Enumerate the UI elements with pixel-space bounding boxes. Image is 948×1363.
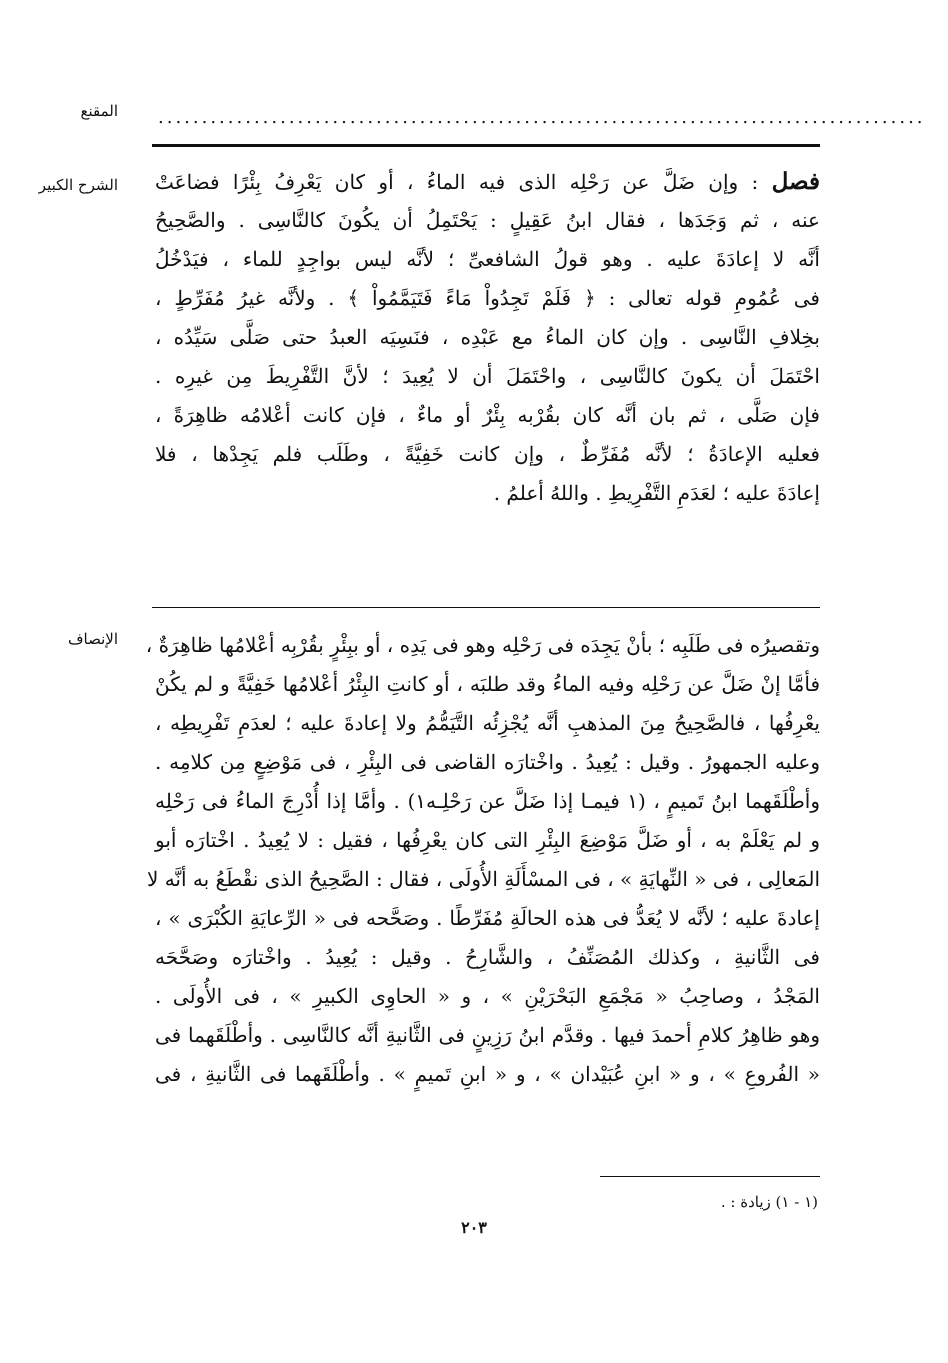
text-line: فى عُمُومِ قوله تعالى : ﴿ فَلَمْ تَجِدُواْ مَاءً فَتَيَمَّمُواْ ﴾ . ولأنَّه غيرُ مُفَرِّطٍ ، (155, 286, 820, 310)
text-line: فإن صَلَّى ، ثم بان أنَّه كان بقُرْبه بِئْرٌ أو ماءٌ ، فإن كانت أعْلامُه ظاهِرَةً ، (155, 403, 820, 427)
header-dotted-rule: ........................................................................................ (158, 107, 926, 128)
text-line: المَعالِى ، فى « النِّهايَةِ » ، فى المسْأَلَةِ الأُولَى ، فقال : الصَّحِيحُ الذى نقْطَعُ به أنَّه لا (146, 867, 820, 891)
text-line: يعْرِفُها ، فالصَّحِيحُ مِنَ المذهبِ أنَّه يُجْزِئُه التَّيَمُّمُ ولا إعادةَ عليه ؛ لعدَمِ تَفْرِيطِه ، (155, 711, 820, 735)
section-label-sharh: الشرح الكبير (38, 176, 118, 194)
text-line: احْتَمَلَ أن يكونَ كالنَّاسِى ، واحْتَمَلَ أن لا يُعِيدَ ؛ لأنَّ التَّفْرِيطَ مِن غيرِه . (155, 364, 820, 388)
text-line: إعادَةَ عليه ؛ لعَدَمِ التَّفْرِيطِ . واللهُ أعلمُ . (493, 481, 820, 505)
text-line: أنَّه لا إعادَةَ عليه . وهو قولُ الشافعىِّ ؛ لأنَّه ليس بواجِدٍ للماء ، فيَدْخُلُ (155, 247, 820, 271)
section-heading: فصل (771, 168, 820, 195)
text-line: فصل : وإن ضَلَّ عن رَحْلِه الذى فيه الماءُ ، أو كان يَعْرِفُ بِئْرًا فضاعَتْ (155, 168, 820, 195)
text-line: إعادةَ عليه ؛ لأنَّه لا يُعَدُّ فى هذه الحالَةِ مُفَرِّطًا . وصَحَّحه فى « الرِّعايَةِ الكُبْرَى » ، (155, 906, 820, 930)
text-line: بخِلافِ النَّاسِى . وإن كان الماءُ مع عَبْدِه ، فنَسِيَه العبدُ حتى صَلَّى سَيِّدُه ، (155, 325, 820, 349)
section-label-insaf: الإنصاف (67, 630, 118, 648)
text-line: وعليه الجمهورُ . وقيل : يُعِيدُ . واخْتارَه القاضى فى البِئْرِ ، فى مَوْضِعٍ مِن كلامِه . (155, 750, 820, 774)
text-line: فأمَّا إنْ ضَلَّ عن رَحْلِه وفيه الماءُ وقد طلبَه ، أو كانتِ البِئْرُ أعْلامُها خَفِيَّةً و لم يكُنْ (155, 672, 820, 696)
text-line: وهو ظاهِرُ كلامِ أحمدَ فيها . وقدَّم ابنُ رَزِينٍ فى الثَّانيةِ أنَّه كالنَّاسِى . وأطْلَقَهما فى (155, 1023, 820, 1047)
text-line: وتقصيرُه فى طَلَبِه ؛ بأنْ يَجِدَه فى رَحْلِه وهو فى يَدِه ، أو ببِئْرٍ بقُرْبِه أعْلامُها ظاهِرَةٌ ، (145, 633, 820, 657)
text-line: فعليه الإعادَةُ ؛ لأنَّه مُفَرِّطٌ ، وإن كانت خَفِيَّةً ، وطَلَب فلم يَجِدْها ، فلا (155, 442, 820, 466)
page-number: ٢٠٣ (461, 1218, 487, 1237)
text-line: المَجْدُ ، وصاحِبُ « مَجْمَعِ البَحْرَيْنِ » ، و « الحاوِى الكبيرِ » ، فى الأُولَى . (155, 984, 820, 1008)
running-title: المقنع (80, 102, 118, 120)
text-line: و لم يَعْلَمْ به ، أو ضَلَّ مَوْضِعَ البِئْرِ التى كان يعْرِفُها ، فقيل : لا يُعِيدُ . اخْتارَه أبو (155, 828, 820, 852)
header-rule (152, 144, 820, 147)
insaf-text (145, 626, 820, 1094)
sharh-text (155, 162, 820, 513)
text-line: فى الثَّانيةِ ، وكذلك المُصَنِّفُ ، والشَّارِحُ . وقيل : يُعِيدُ . واخْتارَه وصَحَّحَه (155, 945, 820, 969)
text-line: عنه ، ثم وَجَدَها ، فقال ابنُ عَقِيلٍ : يَحْتَمِلُ أن يكُونَ كالنَّاسِى . والصَّحِيحُ (155, 208, 820, 232)
footnote-rule (600, 1176, 820, 1177)
footnote: (١ - ١) زيادة : . (720, 1193, 818, 1211)
text-line: وأطْلَقَهما ابنُ تَميمٍ ، (١ فيمـا إذا ضَلَّ عن رَحْلِـه١) . وأمَّا إذا أُدْرِجَ الماءُ فى رَحْلِه (155, 789, 820, 813)
text-line: « الفُروعِ » ، و « ابنِ عُبَيْدان » ، و « ابنِ تَميمٍ » . وأطْلَقَهما فى الثَّانيةِ ، فى (155, 1062, 820, 1086)
section-divider (152, 607, 820, 608)
